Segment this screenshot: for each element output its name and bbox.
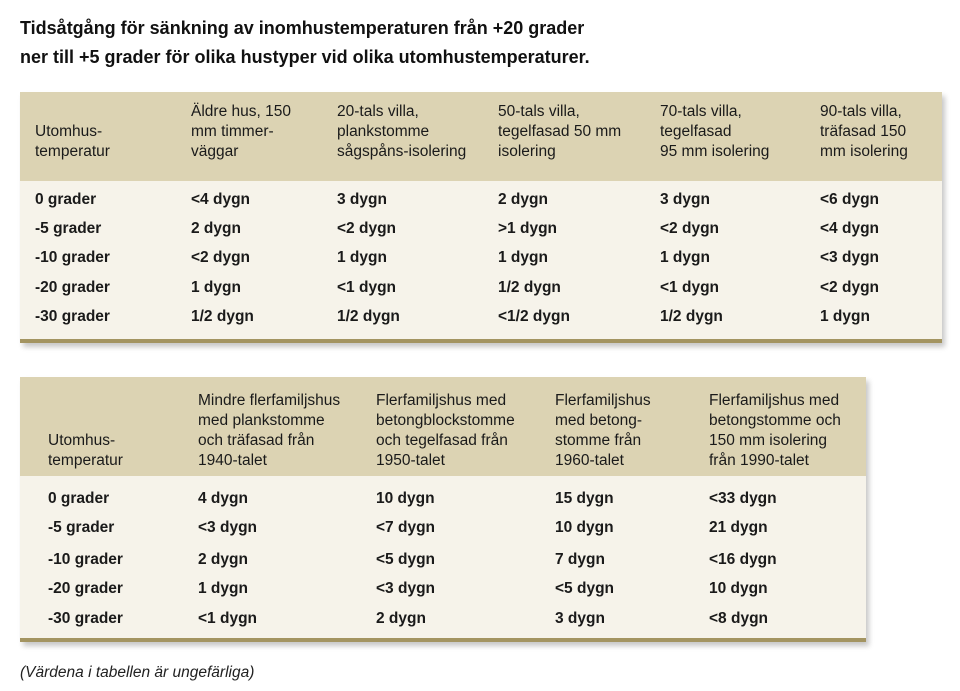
table-cell: >1 dygn bbox=[498, 220, 558, 237]
row-label: -10 grader bbox=[35, 249, 110, 266]
column-header-line: Flerfamiljshus med bbox=[709, 392, 840, 409]
table-cell: 2 dygn bbox=[191, 220, 241, 237]
table-cell: 10 dygn bbox=[376, 490, 435, 507]
table-cell: 1/2 dygn bbox=[337, 308, 400, 325]
column-header-line: väggar bbox=[191, 143, 239, 160]
column-header-2 bbox=[376, 391, 515, 471]
column-header-2 bbox=[337, 102, 466, 162]
column-header-line: temperatur bbox=[35, 143, 110, 160]
column-header-line: 50-tals villa, bbox=[498, 103, 580, 120]
row-label: -20 grader bbox=[35, 279, 110, 296]
column-header-0 bbox=[35, 122, 110, 162]
table-cell: <1 dygn bbox=[337, 279, 397, 296]
column-header-line: Flerfamiljshus bbox=[555, 392, 651, 409]
table-header-band bbox=[20, 92, 942, 181]
row-label: -30 grader bbox=[35, 308, 110, 325]
column-header-line: sågspåns-isolering bbox=[337, 143, 467, 160]
column-header-line: Äldre hus, 150 bbox=[191, 103, 291, 120]
table-cell: <1/2 dygn bbox=[498, 308, 570, 325]
table-cell: <7 dygn bbox=[376, 519, 436, 536]
title-line-1: Tidsåtgång för sänkning av inomhustemperaturen från +20 grader bbox=[20, 18, 585, 38]
table-cell: <6 dygn bbox=[820, 191, 880, 208]
table-cell: 2 dygn bbox=[376, 610, 426, 627]
column-header-line: 20-tals villa, bbox=[337, 103, 419, 120]
column-header-line: tegelfasad 50 mm bbox=[498, 123, 622, 140]
title-line-2: ner till +5 grader för olika hustyper vid olika utomhustemperaturer. bbox=[20, 47, 590, 67]
table-cell: 1 dygn bbox=[498, 249, 548, 266]
column-header-line: temperatur bbox=[48, 452, 123, 469]
table-cell: <3 dygn bbox=[820, 249, 880, 266]
column-header-line: mm timmer- bbox=[191, 123, 274, 140]
table-cell: <2 dygn bbox=[820, 279, 880, 296]
column-header-line: med plankstomme bbox=[198, 412, 325, 429]
table-cell: <2 dygn bbox=[660, 220, 720, 237]
table-cell: <1 dygn bbox=[660, 279, 720, 296]
column-header-line: 95 mm isolering bbox=[660, 143, 770, 160]
column-header-line: träfasad 150 bbox=[820, 123, 907, 140]
table-multifamily-types bbox=[20, 377, 866, 642]
column-header-line: betongblockstomme bbox=[376, 412, 515, 429]
table-cell: 1 dygn bbox=[198, 580, 248, 597]
row-label: -5 grader bbox=[48, 519, 115, 536]
table-cell: <2 dygn bbox=[337, 220, 397, 237]
column-header-line: isolering bbox=[498, 143, 556, 160]
table-cell: 1/2 dygn bbox=[498, 279, 561, 296]
table-cell: 2 dygn bbox=[498, 191, 548, 208]
table-cell: <5 dygn bbox=[555, 580, 615, 597]
column-header-1 bbox=[198, 391, 340, 471]
column-header-line: mm isolering bbox=[820, 143, 908, 160]
column-header-3 bbox=[555, 391, 651, 471]
page-title bbox=[20, 14, 720, 72]
column-header-3 bbox=[498, 102, 621, 162]
table-cell: 21 dygn bbox=[709, 519, 768, 536]
table-cell: <1 dygn bbox=[198, 610, 258, 627]
column-header-line: Mindre flerfamiljshus bbox=[198, 392, 341, 409]
table-cell: <4 dygn bbox=[191, 191, 251, 208]
table-cell: <2 dygn bbox=[191, 249, 251, 266]
column-header-line: stomme från bbox=[555, 432, 642, 449]
table-villa-types bbox=[20, 92, 942, 343]
column-header-line: och träfasad från bbox=[198, 432, 315, 449]
column-header-line: 90-tals villa, bbox=[820, 103, 902, 120]
column-header-line: tegelfasad bbox=[660, 123, 732, 140]
row-label: -30 grader bbox=[48, 610, 123, 627]
row-label: -5 grader bbox=[35, 220, 102, 237]
table-cell: <4 dygn bbox=[820, 220, 880, 237]
column-header-line: Utomhus- bbox=[48, 432, 116, 449]
table-cell: 10 dygn bbox=[555, 519, 614, 536]
column-header-line: betongstomme och bbox=[709, 412, 841, 429]
table-cell: <8 dygn bbox=[709, 610, 769, 627]
row-label: -10 grader bbox=[48, 551, 123, 568]
row-label: -20 grader bbox=[48, 580, 123, 597]
column-header-line: med betong- bbox=[555, 412, 643, 429]
table-cell: 1/2 dygn bbox=[660, 308, 723, 325]
column-header-line: 1960-talet bbox=[555, 452, 624, 469]
table-cell: 1 dygn bbox=[191, 279, 241, 296]
column-header-4 bbox=[709, 391, 841, 471]
column-header-4 bbox=[660, 102, 769, 162]
table-cell: 7 dygn bbox=[555, 551, 605, 568]
column-header-line: och tegelfasad från bbox=[376, 432, 508, 449]
table-cell: 10 dygn bbox=[709, 580, 768, 597]
table-cell: 1 dygn bbox=[660, 249, 710, 266]
column-header-line: Utomhus- bbox=[35, 123, 103, 140]
column-header-line: plankstomme bbox=[337, 123, 430, 140]
table-cell: <33 dygn bbox=[709, 490, 777, 507]
column-header-5 bbox=[820, 102, 908, 162]
table-cell: 1 dygn bbox=[820, 308, 870, 325]
table-cell: 1/2 dygn bbox=[191, 308, 254, 325]
column-header-line: 1950-talet bbox=[376, 452, 445, 469]
table-cell: 3 dygn bbox=[555, 610, 605, 627]
table-cell: 4 dygn bbox=[198, 490, 248, 507]
column-header-line: 150 mm isolering bbox=[709, 432, 828, 449]
table-cell: 3 dygn bbox=[660, 191, 710, 208]
row-label: 0 grader bbox=[48, 490, 110, 507]
table-cell: 1 dygn bbox=[337, 249, 387, 266]
table-cell: 2 dygn bbox=[198, 551, 248, 568]
footnote: (Värdena i tabellen är ungefärliga) bbox=[20, 664, 255, 681]
table-cell: <5 dygn bbox=[376, 551, 436, 568]
column-header-1 bbox=[191, 102, 291, 162]
table-cell: <16 dygn bbox=[709, 551, 777, 568]
row-label: 0 grader bbox=[35, 191, 97, 208]
column-header-line: från 1990-talet bbox=[709, 452, 809, 469]
column-header-line: 1940-talet bbox=[198, 452, 267, 469]
column-header-line: 70-tals villa, bbox=[660, 103, 742, 120]
table-cell: 15 dygn bbox=[555, 490, 614, 507]
table-cell: <3 dygn bbox=[376, 580, 436, 597]
column-header-line: Flerfamiljshus med bbox=[376, 392, 507, 409]
table-cell: <3 dygn bbox=[198, 519, 258, 536]
table-cell: 3 dygn bbox=[337, 191, 387, 208]
column-header-0 bbox=[48, 431, 123, 471]
